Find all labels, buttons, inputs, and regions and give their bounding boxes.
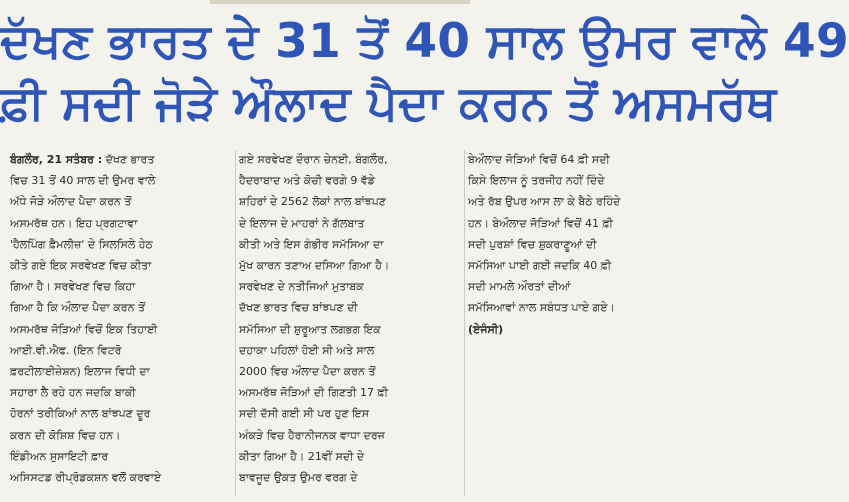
article-line: ਸਮੱਸਿਆ ਦੀ ਸ਼ੁਰੂਆਤ ਲਗਭਗ ਇਕ [239, 322, 381, 336]
article-line: ਦੇ ਇਲਾਜ ਦੇ ਮਾਹਰਾਂ ਨੇ ਗੱਲਬਾਤ [239, 216, 365, 230]
article-column-3 [468, 149, 670, 499]
article-line: ਅਸਮਰੱਥ ਜੋੜਿਆਂ ਦੀ ਗਿਣਤੀ 17 ਫ਼ੀ [239, 386, 389, 400]
article-line: ਦਹਾਕਾ ਪਹਿਲਾਂ ਹੋਈ ਸੀ ਅਤੇ ਸਾਲ [239, 343, 375, 357]
article-line: ਸ਼ਹਿਰਾਂ ਦੇ 2562 ਲੋਕਾਂ ਨਾਲ ਬਾਂਝਪਣ [239, 195, 386, 209]
article-line: ਸਦੀ ਪੁਰਸ਼ਾਂ ਵਿਚ ਸ਼ੁਕਰਾਣੂਆਂ ਦੀ [468, 237, 597, 251]
article-line: ਗਿਆ ਹੈ ਕਿ ਔਲਾਦ ਪੈਦਾ ਕਰਨ ਤੋਂ [10, 301, 146, 315]
article-line: ਮੁੱਖ ਕਾਰਨ ਤਣਾਅ ਦਸਿਆ ਗਿਆ ਹੈ। [239, 259, 390, 273]
agency-credit: (ਏਜੰਸੀ) [468, 322, 504, 336]
dateline: ਬੰਗਲੌਰ, 21 ਸਤੰਬਰ : [10, 153, 103, 166]
article-line: ਕਰਨ ਦੀ ਕੋਸ਼ਿਸ਼ ਵਿਚ ਹਨ। [10, 428, 121, 442]
article-line: 'ਹੈਲਪਿੰਗ ਫ਼ੈਮਲੀਜ਼' ਦੇ ਸਿਲਸਿਲੇ ਹੇਠ [10, 237, 153, 251]
article-line: ਅਸਮਰੱਥ ਹਨ। ਇਹ ਪ੍ਰਗਟਾਵਾ [10, 216, 138, 230]
article-line: ਆਈ.ਵੀ.ਐਫ. (ਇਨ ਵਿਟਰੋ [10, 343, 122, 357]
article-line: ਅੱਧੇ ਜੋੜੇ ਔਲਾਦ ਪੈਦਾ ਕਰਨ ਤੋਂ [10, 195, 132, 209]
article-line: ਕੀਤਾ ਗਿਆ ਹੈ। 21ਵੀਂ ਸਦੀ ਦੇ [239, 449, 365, 463]
top-edge-strip [210, 0, 470, 4]
article-line: ਵਿਚ 31 ਤੋਂ 40 ਸਾਲ ਦੀ ਉਮਰ ਵਾਲੇ [10, 174, 156, 188]
article-line: ਬਾਵਜੂਦ ਉਕਤ ਉਮਰ ਵਰਗ ਦੇ [239, 471, 358, 485]
article-line: ਅਸਮਰੱਥ ਜੋੜਿਆਂ ਵਿਚੋਂ ਇਕ ਤਿਹਾਈ [10, 322, 158, 336]
article-line: ਇੰਡੀਅਨ ਸੁਸਾਇਟੀ ਫ਼ਾਰ [10, 449, 109, 463]
article-line: ਫ਼ਰਟੀਲਾਈਜ਼ੇਸ਼ਨ) ਇਲਾਜ ਵਿਧੀ ਦਾ [10, 365, 150, 379]
article-line: ਅਤੇ ਰੱਬ ਉਪਰ ਆਸ ਲਾ ਕੇ ਬੈਠੇ ਰਹਿੰਦੇ [468, 195, 621, 209]
headline-line-1: ਦੱਖਣ ਭਾਰਤ ਦੇ 31 ਤੋਂ 40 ਸਾਲ ਉਮਰ ਵਾਲੇ 49 [0, 14, 849, 69]
article-line: ਦੱਖਣ ਭਾਰਤ ਵਿਚ ਬਾਂਝਪਣ ਦੀ [239, 301, 358, 315]
article-line: ਹੋਰਨਾਂ ਤਰੀਕਿਆਂ ਨਾਲ ਬਾਂਝਪਣ ਦੂਰ [10, 407, 151, 421]
article-column-2 [239, 149, 458, 499]
article-line-text: ਦੱਖਣ ਭਾਰਤ [105, 153, 155, 166]
article-line: ਸਮੱਸਿਆਵਾਂ ਨਾਲ ਸਬੰਧਤ ਪਾਏ ਗਏ। [468, 301, 615, 315]
article-line: ਹਨ। ਬੇਔਲਾਦ ਜੋੜਿਆਂ ਵਿਚੋਂ 41 ਫ਼ੀ [468, 216, 613, 230]
article-line: ਸਹਾਰਾ ਲੈ ਰਹੇ ਹਨ ਜਦਕਿ ਬਾਕੀ [10, 386, 136, 400]
article-line: ਗਏ ਸਰਵੇਖਣ ਦੌਰਾਨ ਚੇਨਈ, ਬੰਗਲੌਰ, [239, 153, 388, 166]
article-line: ਹੈਦਰਾਬਾਦ ਅਤੇ ਕੋਚੀ ਵਰਗੇ 9 ਵੱਡੇ [239, 174, 375, 188]
article-line: ਕਿਸੇ ਇਲਾਜ ਨੂੰ ਤਰਜੀਹ ਨਹੀਂ ਦਿੰਦੇ [468, 174, 605, 188]
article-body [10, 149, 670, 499]
article-line: ਬੇਔਲਾਦ ਜੋੜਿਆਂ ਵਿਚੋਂ 64 ਫ਼ੀ ਸਦੀ [468, 153, 610, 166]
article-line: ਅੰਕੜੇ ਵਿਚ ਹੈਰਾਨੀਜਨਕ ਵਾਧਾ ਦਰਜ [239, 428, 385, 442]
article-line: ਸਦੀ ਮਾਮਲੇ ਔਰਤਾਂ ਦੀਆਂ [468, 280, 571, 294]
article-line: ਕੀਤੇ ਗਏ ਇਕ ਸਰਵੇਖਣ ਵਿਚ ਕੀਤਾ [10, 259, 152, 273]
article-line: ਗਿਆ ਹੈ। ਸਰਵੇਖਣ ਵਿਚ ਕਿਹਾ [10, 280, 136, 294]
article-line: 2000 ਵਿਚ ਔਲਾਦ ਪੈਦਾ ਕਰਨ ਤੋਂ [239, 365, 376, 379]
article-line: ਸਦੀ ਦੱਸੀ ਗਈ ਸੀ ਪਰ ਹੁਣ ਇਸ [239, 407, 370, 421]
article-line: ਸਰਵੇਖਣ ਦੇ ਨਤੀਜਿਆਂ ਮੁਤਾਬਕ [239, 280, 364, 294]
headline [0, 10, 849, 132]
headline-line-2: ਫ਼ੀ ਸਦੀ ਜੋੜੇ ਔਲਾਦ ਪੈਦਾ ਕਰਨ ਤੋਂ ਅਸਮਰੱਥ [0, 76, 777, 131]
article-line [10, 149, 230, 170]
article-column-1 [10, 149, 230, 499]
article-line: ਸਮੱਸਿਆ ਪਾਈ ਗਈ ਜਦਕਿ 40 ਫ਼ੀ [468, 259, 612, 273]
article-line: ਕੀਤੀ ਅਤੇ ਇਸ ਗੰਭੀਰ ਸਮੱਸਿਆ ਦਾ [239, 237, 384, 251]
article-line: ਅਸਿਸਟਡ ਰੀਪ੍ਰੋਡਕਸ਼ਨ ਵਲੋਂ ਕਰਵਾਏ [10, 471, 162, 485]
